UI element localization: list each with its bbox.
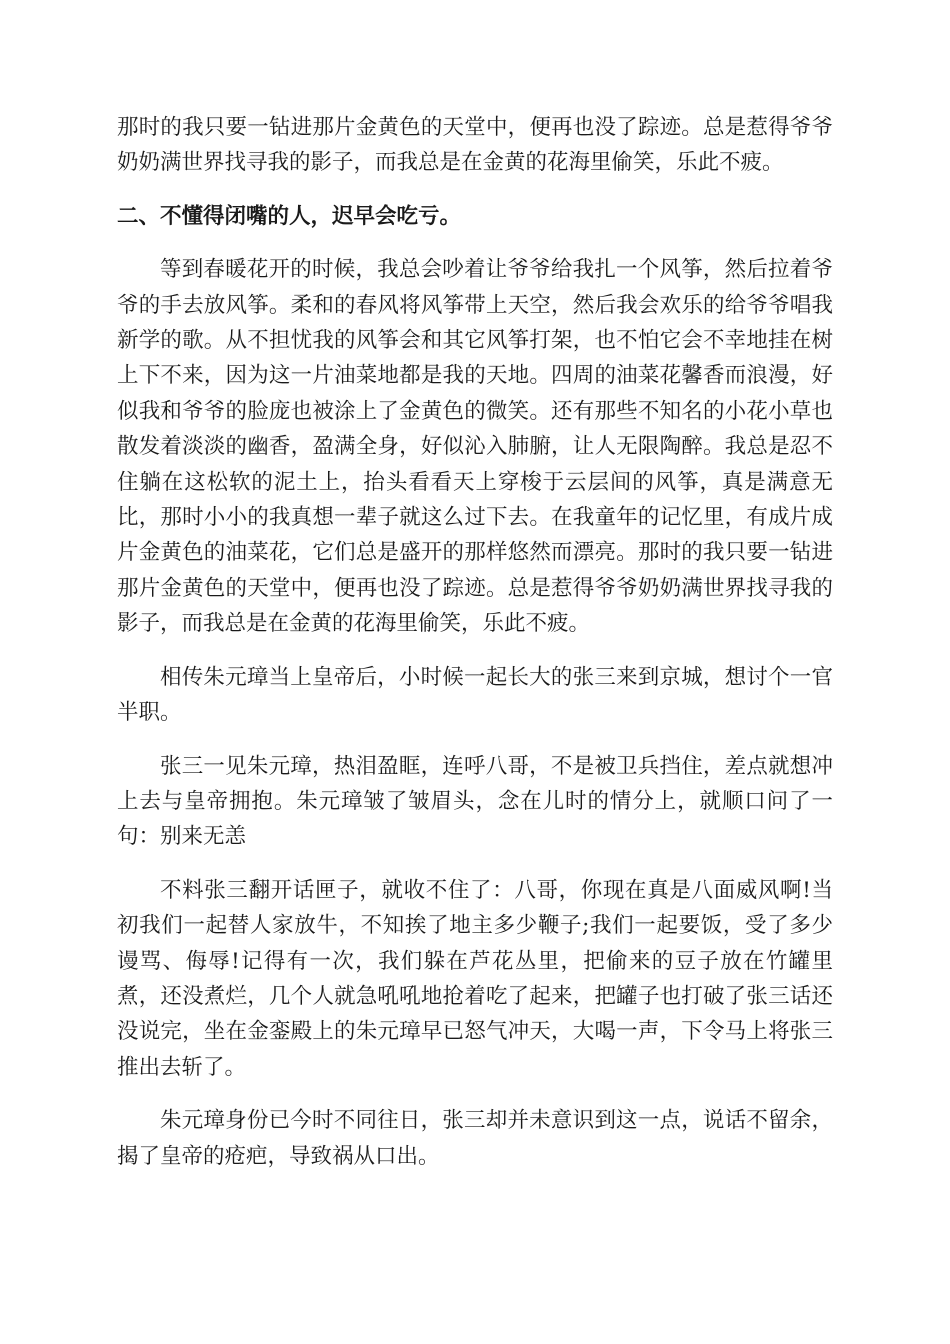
paragraph-4: 张三一见朱元璋，热泪盈眶，连呼八哥，不是被卫兵挡住，差点就想冲上去与皇帝拥抱。朱元璋皱了皱眉头，念在儿时的情分上，就顺口问了一句：别来无恙 [117,753,833,850]
paragraph-2: 等到春暖花开的时候，我总会吵着让爷爷给我扎一个风筝，然后拉着爷爷的手去放风筝。柔和的春风将风筝带上天空，然后我会欢乐的给爷爷唱我新学的歌。从不担忧我的风筝会和其它风筝打架，也不怕它会不幸地挂在树上下不来，因为这一片油菜地都是我的天地。四周的油菜花馨香而浪漫，好似我和爷爷的脸庞也被涂上了金黄色的微笑。还有那些不知名的小花小草也散发着淡淡的幽香，盈满全身，好似沁入肺腑，让人无限陶醉。我总是忍不住躺在这松软的泥土上，抬头看看天上穿梭于云层间的风筝，真是满意无比，那时小小的我真想一辈子就这么过下去。在我童年的记忆里，有成片成片金黄色的油菜花，它们总是盛开的那样悠然而漂亮。那时的我只要一钻进那片金黄色的天堂中，便再也没了踪迹。总是惹得爷爷奶奶满世界找寻我的影子，而我总是在金黄的花海里偷笑，乐此不疲。 [117,257,833,637]
paragraph-3: 相传朱元璋当上皇帝后，小时候一起长大的张三来到京城，想讨个一官半职。 [117,664,833,726]
section-heading: 二、不懂得闭嘴的人，迟早会吃亏。 [117,203,462,229]
document-page [117,110,833,1192]
paragraph-6: 朱元璋身份已今时不同往日，张三却并未意识到这一点，说话不留余，揭了皇帝的疮疤，导致祸从口出。 [117,1108,833,1169]
paragraph-5: 不料张三翻开话匣子，就收不住了：八哥，你现在真是八面威风啊!当初我们一起替人家放牛，不知挨了地主多少鞭子;我们一起要饭，受了多少谩骂、侮辱!记得有一次，我们躲在芦花丛里，把偷来的豆子放在竹罐里煮，还没煮烂，几个人就急吼吼地抢着吃了起来，把罐子也打破了张三话还没说完，坐在金銮殿上的朱元璋早已怒气冲天，大喝一声，下令马上将张三推出去斩了。 [117,877,833,1080]
paragraph-1: 那时的我只要一钻进那片金黄色的天堂中，便再也没了踪迹。总是惹得爷爷奶奶满世界找寻我的影子，而我总是在金黄的花海里偷笑，乐此不疲。 [117,115,833,176]
